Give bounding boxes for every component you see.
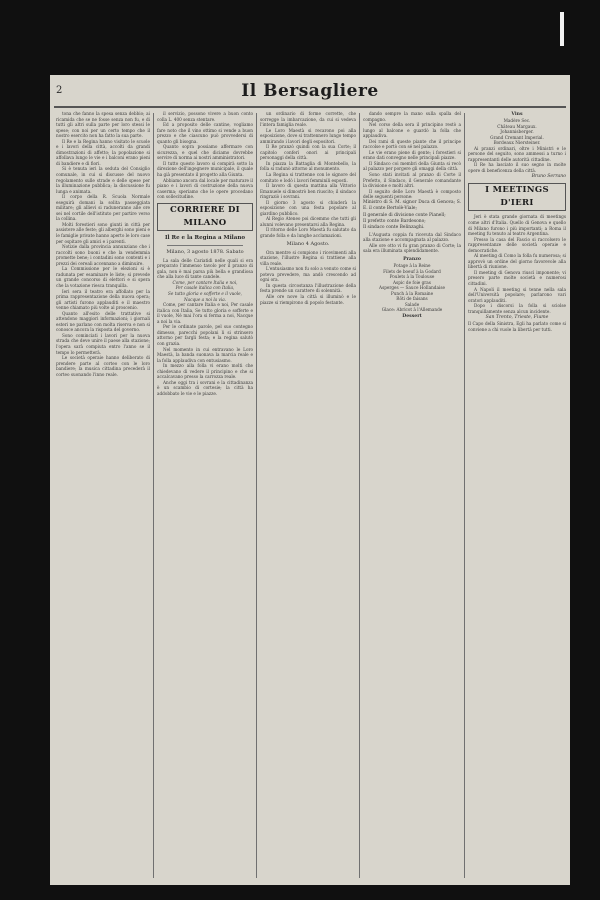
article-paragraph: Le Loro Maestà si recarono poi alla esposizione, dove si trattennero lungo tempo ammirando i lavori degli espositori.	[260, 127, 356, 144]
article-paragraph: Il lavoro di questa mattina alla Vittorio Emanuele si dimostrò ben riuscito; il sindaco ringraziò i sovrani.	[260, 183, 356, 200]
closing-paragraph: Il Capo della Sinistra, Egli ha parlato come si conviene a chi vuole la libertà per tutti.	[468, 321, 566, 332]
article-paragraph: Il seguito delle Loro Maestà è composto delle seguenti persone:	[363, 188, 461, 200]
corriere-body	[157, 258, 253, 397]
separator	[167, 245, 243, 246]
article-paragraph: Il meeting di Genova riuscì imponente; vi presero parte molte società e numerosi cittadini.	[468, 269, 566, 287]
newspaper-page	[50, 75, 570, 885]
column-2	[157, 111, 253, 881]
article-paragraph: Al Regio Ateneo poi dicemmo che tutti gli alunni volevano presentarsi alla Regina.	[260, 216, 356, 227]
column-1	[56, 111, 150, 881]
article-paragraph: Come, per cantare Italia e noi, Per casale italica con Italia, Se tutto gloria e sofferte e il vuole, Né mai l'ora si ferma a noi, Nacque a noi la via.	[157, 302, 253, 324]
column-divider	[464, 113, 465, 878]
suite-list-item: Ministro di S. M. signor Duca di Genova; S. E. il conte Bertolè-Viale;	[363, 199, 461, 212]
article-paragraph: Il Re ha lasciato il suo segno in molte opere di beneficenza della città.	[468, 162, 566, 173]
article-paragraph: tona che fanno la spesa senza debbio; ai ricamida che se ne fosse senza non fu, e di tutti gli altri sulla parte per loro stessi le spese; con noi per un certo tempo che il nostro esercito non ha fatto la sua parte.	[56, 111, 150, 139]
menu-item: Salade	[404, 301, 420, 307]
article-paragraph: In questa circostanza l'illustrazione della festa prende un carattere di solennità.	[260, 282, 356, 294]
masthead: Il Bersagliere	[241, 81, 379, 101]
suite-list-item: Il prefetto conte Bardesono;	[363, 218, 426, 224]
article-paragraph: Le vie erano piene di gente; i forestieri si erano dati convegno nelle principali piazze.	[363, 149, 461, 161]
column-5-body	[468, 146, 566, 174]
verse-line: Per casale italica con Italia,	[175, 285, 235, 291]
article-paragraph: Ed a proposito delle cantine, vogliamo fare noto che il vino ottimo si vende a buon prezzo e che ciascuno può provvedersi di quanto gli bisogna.	[157, 122, 253, 144]
wines-list	[468, 118, 566, 146]
article-paragraph: L'entusiasmo non fu solo a venuto come si poteva prevedere, ma andò crescendo ad ogni ora.	[260, 266, 356, 283]
article-paragraph: Notizie dalla provincia annunziano che i raccolti sono buoni e che la vendemmia promette bene; i contadini sono contenti e i prezzi dei cereali accennano a diminuire.	[56, 244, 150, 266]
suite-list	[363, 200, 461, 232]
menu-item: Glace: Abricot à l'Allemande	[381, 307, 443, 313]
page-number: 2	[56, 85, 63, 96]
article-paragraph: Presso la casa del Fascio si raccolsero le rappresentanze delle società operaie e democratiche.	[468, 236, 566, 253]
article-paragraph: Il tutto questo lavoro si compirà sotto la direzione dell'ingegnere municipale, il quale ha già presentato il progetto alla Giunta.	[157, 160, 253, 178]
article-paragraph: Ai pranzi ordinari, oltre i Ministri e le persone del seguito, sono ammessi a turno i rappresentanti delle autorità cittadine.	[468, 145, 566, 162]
column-4-body-continued	[363, 232, 461, 254]
article-paragraph: La sala delle Cariatidi nelle quali si era preparato l'immenso tavolo per il pranzo di gala, non è mai parsa più bella e grandiosa che alla luce di tante candele.	[157, 257, 253, 280]
menu-item: Punch à la Romaine	[390, 290, 434, 296]
menu-item: Potage à la Reine	[393, 262, 431, 268]
article-paragraph: Il giorno 3 agosto si chiuderà la esposizione con una festa popolare al giardino pubblico.	[260, 199, 356, 216]
article-paragraph: un ordinario di forme corrette, che sorregge la imbarcazione, da cui si vedeva l'intera famiglia reale.	[260, 111, 356, 128]
signature: Bruno Serrano	[531, 174, 566, 180]
corriere-dateline: Milano, 3 agosto 1878. Sabato	[166, 248, 244, 255]
article-paragraph: In piazza la Battaglia di Montebello, la folla si radunò attorno al monumento.	[260, 160, 356, 172]
column-4-body	[363, 111, 461, 200]
verse-line: Se tutto gloria e sofferte e il vuole,	[168, 291, 242, 297]
article-paragraph: In mezzo alla folla vi erano molti che chiedevano di vedere il principino e che si accalcavano presso la carrozza reale.	[157, 363, 253, 380]
dinner-menu	[363, 263, 461, 313]
article-paragraph: Nel corso della sera il principino restò a lungo al balcone e guardò la folla che applaudiva.	[363, 122, 461, 139]
article-paragraph: Jeri è stata grande giornata di meetings come altri d'Italia. Quello di Genova e quello di Milano furono i più importanti; a Roma il meeting fu tenuto al teatro Argentina.	[468, 214, 566, 237]
column-1-body	[56, 111, 150, 377]
column-divider	[256, 113, 257, 878]
wine-item: Madère Sec.	[503, 118, 531, 123]
article-paragraph: Molti forestieri sono giunti in città per assistere alle feste; gli alberghi sono pieni e le famiglie private hanno aperto le loro case per ospitare gli amici e i parenti.	[56, 221, 150, 244]
column-divider	[153, 113, 154, 878]
column-divider	[359, 113, 360, 878]
article-paragraph: Il Sindaco coi membri della Giunta si recò al palazzo per porgere gli omaggi della città.	[363, 160, 461, 172]
corriere-title: CORRIERE DI MILANO	[157, 203, 253, 231]
column-3	[260, 111, 356, 881]
article-paragraph: Il corpo della R. Scuola Normale eseguirà domani la solita passeggiata militare; gli allievi si raduneranno alle ore sei nel cortile dell'istituto per partire verso la collina.	[56, 194, 150, 222]
column-3-dateline: Milano 4 Agosto.	[286, 240, 330, 247]
article-paragraph: Alle ore nove la città si illuminò e le piazze si riempirono di popolo festante.	[260, 293, 356, 305]
wine-item: Grand Cremant Imperial.	[490, 134, 544, 140]
verse-block	[157, 280, 253, 302]
article-paragraph: A Napoli il meeting si tenne nella sala dell'Università popolare; parlarono vari oratori applauditi.	[468, 286, 566, 303]
article-paragraph: il servizio, possono vivere a buon conto colla L. 400 senza stentare.	[157, 111, 253, 122]
film-edge-mark	[560, 12, 564, 46]
article-paragraph: Si è tenuta ieri la seduta del Consiglio comunale, in cui si discusse del nuovo regolamento sulle strade e delle spese per la illuminazione pubblica; la discussione fu lunga e animata.	[56, 166, 150, 194]
article-paragraph: Nel momento in cui entravano le Loro Maestà, la banda suonava la marcia reale e la folla applaudiva con entusiasmo.	[157, 346, 253, 363]
menu-item: Asperges — Sauce Hollandaise	[379, 285, 445, 291]
column-2-body	[157, 111, 253, 200]
dessert-label: Dessert	[402, 313, 422, 319]
article-paragraph: Il Re pranzò quindi con la sua Corte; il capitolo conferì onori ai principali personaggi della città.	[260, 144, 356, 161]
article-paragraph: Sono cominciati i lavori per la nuova strada che deve unire il paese alla stazione; l'opera sarà compiuta entro l'anno se il tempo lo permetterà.	[56, 332, 150, 355]
suite-list-item: Il generale di divisione conte Pianell;	[363, 212, 446, 218]
article-paragraph: Anche oggi tra i sovrani e la cittadinanza è un scambio di cortesie; la città ha addobbato le vie e le piazze.	[157, 379, 253, 396]
menu-item: Aspic de foie gras	[393, 279, 431, 285]
article-paragraph: Al meeting di Como la folla fu numerosa; si approvò un ordine del giorno favorevole alla libertà di riunione.	[468, 253, 566, 270]
wine-item: Château Margaux.	[497, 123, 537, 129]
article-paragraph: Le società operaie hanno deliberato di prendere parte al corteo con le loro bandiere; la musica cittadina precederà il corteo suonando l'inno reale.	[56, 355, 150, 377]
article-paragraph: Abbiamo ancora dal locale per maturare il piano e i lavori di costruzione della nuova caserma; speriamo che le opere procedano con sollecitudine.	[157, 177, 253, 200]
wine-item: Bordeaux Niersteiner.	[493, 140, 541, 146]
article-paragraph: Sono stati invitati al pranzo di Corte il Prefetto, il Sindaco, il Generale comandante la divisione e molti altri.	[363, 172, 461, 189]
article-paragraph: Per le ordinate parole, pel suo contegno dimesso, parecchi popolani li si strinsero attorno per fargli festa; e la regina salutò con grazia.	[157, 324, 253, 346]
article-paragraph: L'Augusta coppia fu ricevuta dal Sindaco alla stazione e accompagnata al palazzo.	[363, 231, 461, 243]
meetings-title: I MEETINGS D'IERI	[468, 183, 566, 211]
article-paragraph: La Regina si trattenne con le signore del comitato e lodò i lavori femminili esposti.	[260, 172, 356, 183]
article-paragraph: Ora mentre si compiono i ricevimenti alla stazione, l'illustre Regina si trattiene alla villa reale.	[260, 249, 356, 266]
wines-label: Vins	[511, 112, 523, 117]
article-paragraph: dando sempre la mano sulla spalla del compagno.	[363, 111, 461, 122]
article-paragraph: Alle ore otto vi fu gran pranzo di Corte; la sala era illuminata splendidamente.	[363, 242, 461, 254]
corriere-subhead: Il Re e la Regina a Milano	[164, 234, 245, 241]
article-paragraph: La Commissione per le elezioni si è radunata per esaminare le liste; si prevede un grande concorso di elettori e si spera che la votazione riesca tranquilla.	[56, 266, 150, 288]
menu-item: Filets de boeuf à la Godard	[383, 268, 441, 274]
suite-list-item: Il sindaco conte Belinzaghi.	[363, 225, 425, 231]
article-paragraph: Ieri sera il teatro era affollato per la prima rappresentazione della nuova opera; gli artisti furono applauditi e il maestro venne chiamato più volte al proscenio.	[56, 288, 150, 311]
column-5	[468, 111, 566, 881]
wine-item: Johannisberger.	[500, 129, 534, 135]
article-paragraph: Dopo i discorsi la folla si sciolse tranquillamente senza alcun incidente.	[468, 303, 566, 314]
menu-label: Pranzo	[403, 256, 421, 262]
column-3-body	[260, 111, 356, 239]
header-rule	[54, 106, 566, 108]
article-paragraph: Il Re e la Regina hanno visitato le scuole e i lavori della città, accolti da grandi dimostrazioni di affetto; la popolazione si affollava lungo le vie e i balconi erano pieni di bandiere e di fiori.	[56, 138, 150, 166]
article-paragraph: Il ritorno delle Loro Maestà fu salutato da grande folla e da lunghe acclamazioni.	[260, 227, 356, 239]
article-paragraph: Dei rami di queste piante che il principe raccolse e portò con sé nel palazzo.	[363, 138, 461, 150]
verse-line: Come, per cantare Italia e noi,	[172, 279, 238, 285]
column-3-body-continued	[260, 250, 356, 305]
article-paragraph: Quanto all'esito delle trattative si attendono maggiori informazioni; i giornali esteri ne parlano con molta riserva e non si conosce ancora la risposta del governo.	[56, 310, 150, 333]
place-line: San Trento, Trieste, Fiume	[485, 315, 549, 321]
column-4	[363, 111, 461, 881]
meetings-body	[468, 214, 566, 314]
menu-item: Rôti de faisans	[396, 296, 428, 302]
menu-item: Poulets à la Toulouse	[389, 274, 435, 280]
verse-line: Nacque a noi la via.	[183, 296, 227, 302]
article-paragraph: Quanto sopra possiamo affermare con sicurezza, e quel che diciamo dovrebbe servire di norma ai nostri amministratori.	[157, 144, 253, 161]
page-header	[50, 75, 570, 111]
